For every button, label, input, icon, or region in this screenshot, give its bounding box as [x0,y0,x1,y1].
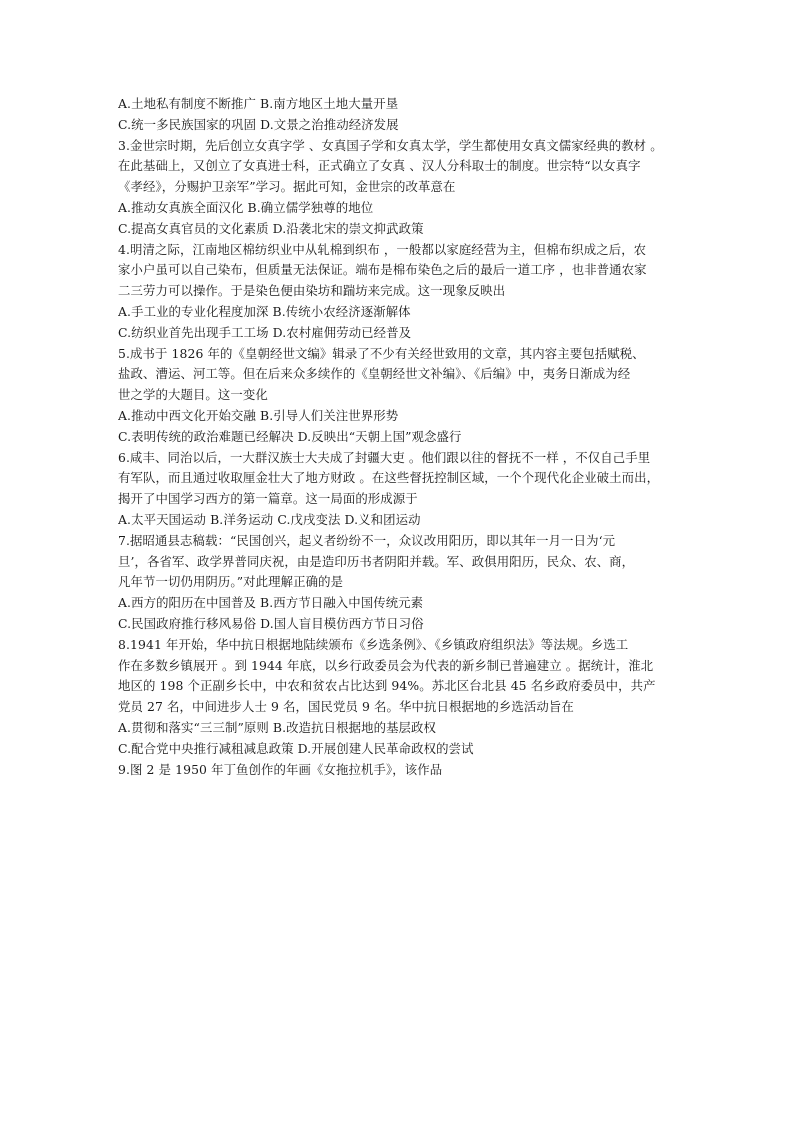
question-6-text: 6.咸丰、同治以后，一大群汉族士大夫成了封疆大吏 。他们跟以往的督抚不一样 ，不仅自己手里 [118,449,651,465]
question-3-text: 《孝经》，分赐护卫亲军”学习。据此可知，金世宗的改革意在 [118,179,456,195]
question-5-text: 世之学的大题目。这一变化 [118,387,268,403]
question-5-text: 盐政、漕运、河工等。但在后来众多续作的《皇朝经世文补编》、《后编》中，夷务日渐成为经 [118,366,631,382]
question-3-text: 在此基础上，又创立了女真进士科，正式确立了女真 、汉人分科取士的制度。世宗特“以女真字 [118,158,641,174]
option-line: A.贯彻和落实“三三制”原则 B.改造抗日根据地的基层政权 [118,719,437,735]
question-7-text: 凡年节一切仍用阴历。”对此理解正确的是 [118,574,344,590]
option-line: C.配合党中央推行减租减息政策 D.开展创建人民革命政权的尝试 [118,740,474,756]
question-4-text: 家小户虽可以自己染布，但质量无法保证。端布是棉布染色之后的最后一道工序 ，也非普通农家 [118,262,647,278]
option-line: A.土地私有制度不断推广 B.南方地区土地大量开垦 [118,96,399,111]
question-8-text: 作在多数乡镇展开 。到 1944 年底，以乡行政委员会为代表的新乡制已普遍建立 。据统计，淮北 [118,657,654,673]
question-4-text: 4.明清之际，江南地区棉纺织业中从轧棉到织布 ，一般都以家庭经营为主，但棉布织成之后，农 [118,241,647,257]
question-5-text: 5.成书于 1826 年的《皇朝经世文编》辑录了不少有关经世致用的文章，其内容主要包括赋税、 [118,345,645,361]
question-8-text: 党员 27 名，中间进步人士 9 名，国民党员 9 名。华中抗日根据地的乡选活动旨在 [118,699,574,715]
option-line: A.手工业的专业化程度加深 B.传统小农经济逐渐解体 [118,303,411,319]
document-page [118,94,688,780]
option-line: A.推动中西文化开始交融 B.引导人们关注世界形势 [118,407,399,423]
option-line: A.推动女真族全面汉化 B.确立儒学独尊的地位 [118,199,374,215]
option-line: C.表明传统的政治难题已经解决 D.反映出“天朝上国”观念盛行 [118,428,462,444]
option-line: A.西方的阳历在中国普及 B.西方节日融入中国传统元素 [118,595,424,611]
question-4-text: 二三劳力可以操作。于是染色便由染坊和踹坊来完成。这一现象反映出 [118,283,506,299]
option-line: A.太平天国运动 B.洋务运动 C.戊戌变法 D.义和团运动 [118,511,421,527]
option-line: C.统一多民族国家的巩固 D.文景之治推动经济发展 [118,116,399,132]
question-3-text: 3.金世宗时期，先后创立女真字学 、女真国子学和女真太学，学生都使用女真文儒家经典的教材 。 [118,137,663,153]
question-9-text: 9.图 2 是 1950 年丁鱼创作的年画《女拖拉机手》，该作品 [118,761,443,777]
question-7-text: 7.据昭通县志稿载：“民国创兴，起义者纷纷不一，众议改用阳历，即以其年一月一日为‘元 [118,532,616,548]
question-6-text: 揭开了中国学习西方的第一篇章。这一局面的形成源于 [118,491,418,507]
question-7-text: 旦’，各省军、政学界普同庆祝，由是造印历书者阴阳并载。军、政俱用阳历，民众、农、商， [118,553,635,569]
option-line: C.民国政府推行移风易俗 D.国人盲目模仿西方节日习俗 [118,615,424,631]
question-8-text: 地区的 198 个正副乡长中，中农和贫农占比达到 94%。苏北区台北县 45 名乡政府委员中，共产 [118,678,656,694]
option-line: C.纺织业首先出现手工工场 D.农村雇佣劳动已经普及 [118,324,412,340]
option-line: C.提高女真官员的文化素质 D.沿袭北宋的崇文抑武政策 [118,220,424,236]
question-6-text: 有军队，而且通过收取厘金壮大了地方财政 。在这些督抚控制区域，一个个现代化企业破土而出， [118,470,660,486]
question-8-text: 8.1941 年开始，华中抗日根据地陆续颁布《乡选条例》、《乡镇政府组织法》等法规。乡选工 [118,636,629,652]
